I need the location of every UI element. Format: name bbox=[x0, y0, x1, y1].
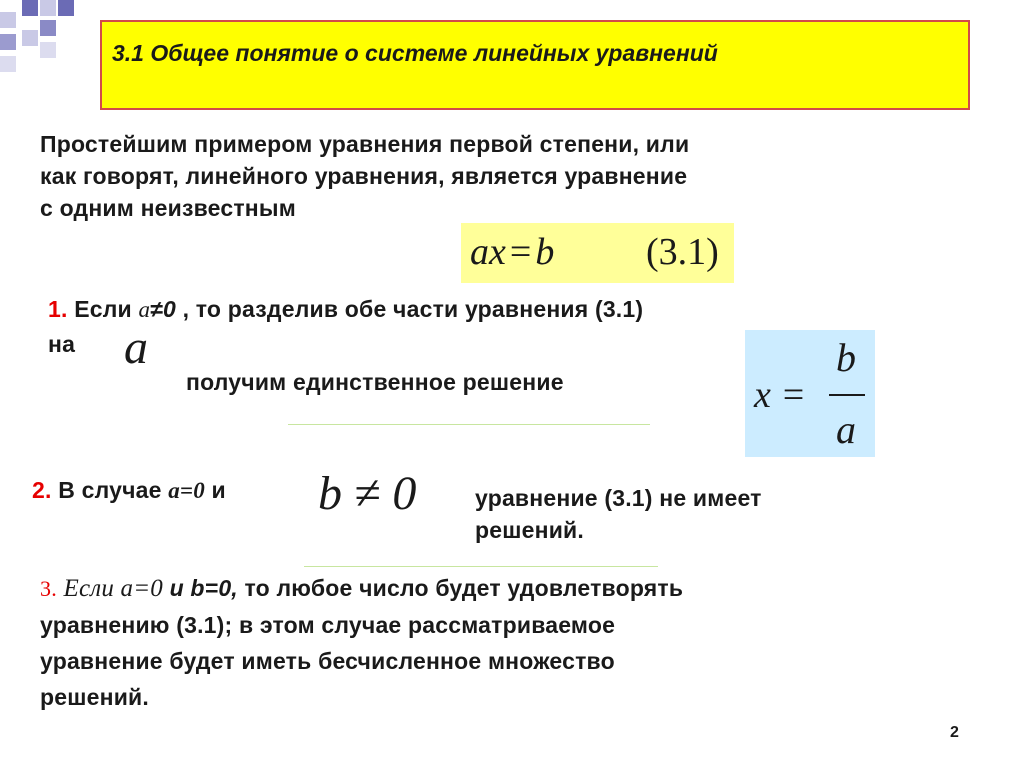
case2-line bbox=[32, 474, 226, 507]
case3-line: решений. bbox=[40, 684, 149, 710]
equation-equals: = bbox=[509, 231, 532, 273]
case3-line bbox=[40, 572, 683, 605]
case1-cond-var: a bbox=[138, 297, 151, 322]
equation-3-1 bbox=[470, 228, 554, 276]
case3-lead: Если a=0 bbox=[63, 575, 163, 602]
equation-lhs: ax bbox=[470, 231, 506, 273]
intro-line: с одним неизвестным bbox=[40, 195, 296, 221]
equation-rhs: b bbox=[535, 231, 555, 273]
solution-lhs: x = bbox=[754, 374, 807, 416]
case2-cond: a=0 bbox=[168, 478, 205, 503]
case1-on: на bbox=[48, 331, 76, 357]
case1-if: Если bbox=[74, 296, 132, 322]
equation-label: (3.1) bbox=[646, 231, 719, 273]
case3-line: уравнению (3.1); в этом случае рассматриваемое bbox=[40, 612, 616, 638]
case3-paragraph bbox=[40, 572, 683, 713]
solution-denominator: a bbox=[836, 407, 856, 452]
case2-conj: и bbox=[211, 477, 226, 503]
case1-after: , то разделив обе части уравнения (3.1) bbox=[182, 296, 644, 322]
case2-result-line: уравнение (3.1) не имеет bbox=[475, 485, 762, 511]
decor-square bbox=[22, 0, 38, 16]
decor-square bbox=[0, 34, 16, 50]
fraction-bar bbox=[829, 394, 865, 396]
page-number: 2 bbox=[950, 724, 959, 741]
case2-result bbox=[475, 482, 762, 546]
decor-square bbox=[40, 20, 56, 36]
decor-square bbox=[0, 56, 16, 72]
case3-conj: и b=0, bbox=[169, 575, 238, 601]
solution-numerator: b bbox=[836, 335, 856, 380]
intro-line: Простейшим примером уравнения первой степени, или bbox=[40, 131, 690, 157]
case1-number: 1. bbox=[48, 296, 68, 322]
case2-result-line: решений. bbox=[475, 517, 584, 543]
intro-line: как говорят, линейного уравнения, является уравнение bbox=[40, 163, 688, 189]
decor-square bbox=[40, 42, 56, 58]
divider-line bbox=[288, 424, 650, 425]
case3-line: уравнение будет иметь бесчисленное множество bbox=[40, 648, 615, 674]
case3-rest: то любое число будет удовлетворять bbox=[244, 575, 684, 601]
case1-big-var: a bbox=[124, 321, 148, 374]
decor-square bbox=[58, 0, 74, 16]
decor-square bbox=[40, 0, 56, 16]
decor-square bbox=[22, 30, 38, 46]
decor-square bbox=[0, 12, 16, 28]
divider-line bbox=[304, 566, 658, 567]
slide-title: 3.1 Общее понятие о системе линейных уравнений bbox=[112, 40, 718, 66]
case1-cond-rest: ≠0 bbox=[150, 296, 176, 322]
case2-number: 2. bbox=[32, 477, 52, 503]
case1-result: получим единственное решение bbox=[186, 369, 564, 395]
intro-paragraph bbox=[40, 128, 689, 224]
case3-number: 3. bbox=[40, 576, 57, 601]
case2-formula: b ≠ 0 bbox=[318, 467, 417, 520]
case2-lead: В случае bbox=[58, 477, 162, 503]
